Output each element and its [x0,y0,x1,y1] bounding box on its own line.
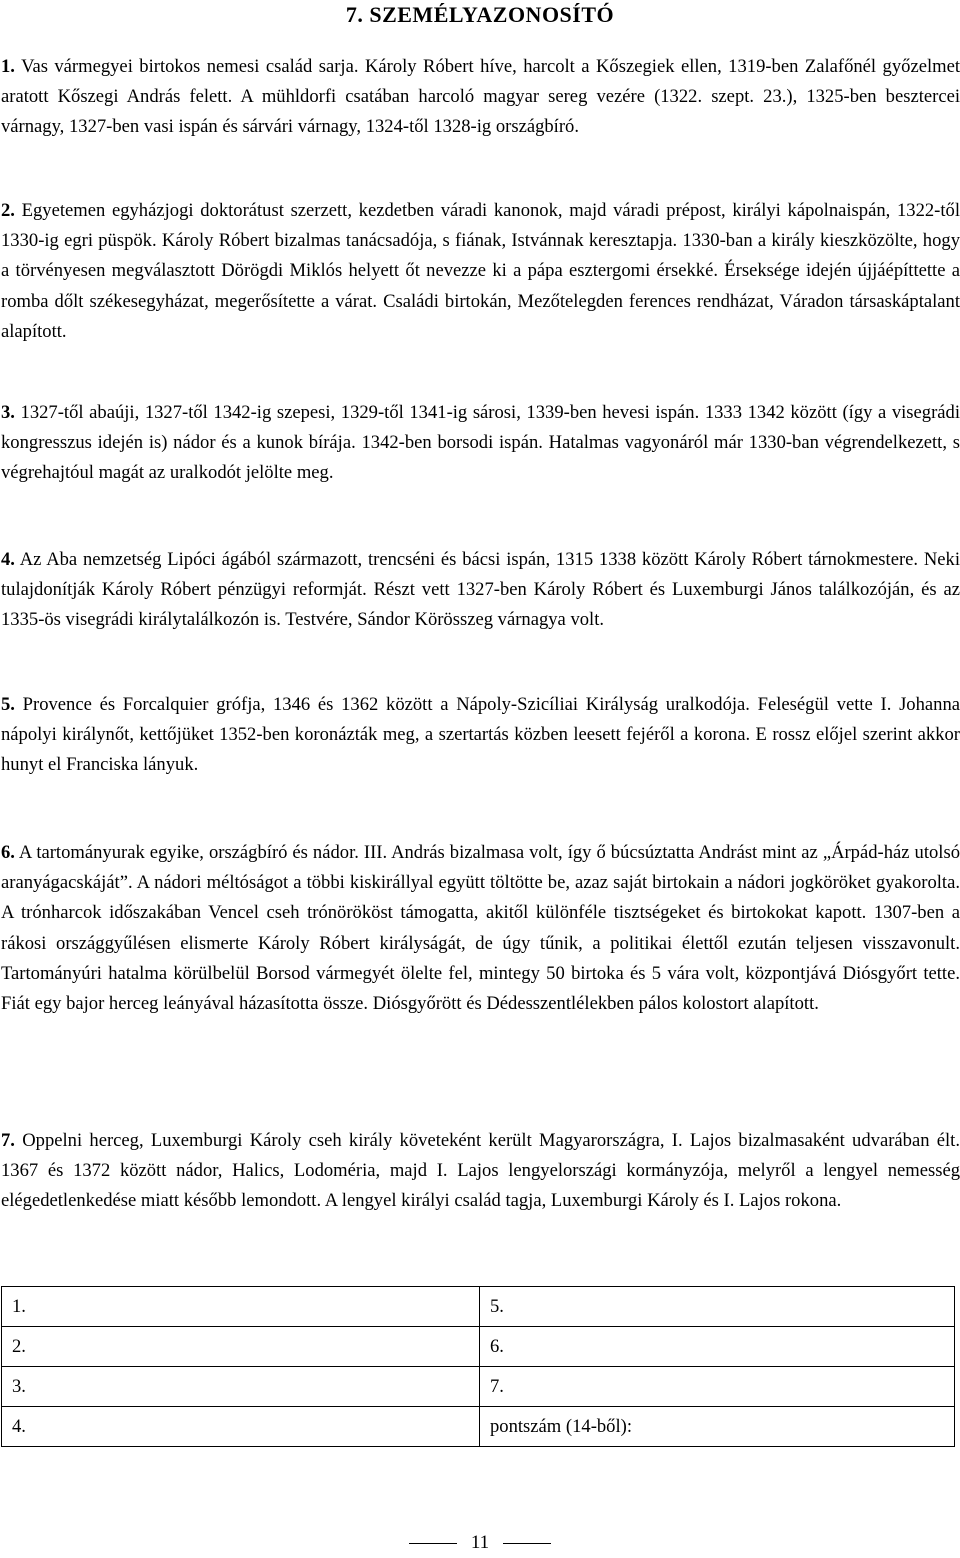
paragraph-4 [1,545,960,636]
table-row [2,1367,955,1407]
paragraph-text: Oppelni herceg, Luxemburgi Károly cseh király követeként került Magyarországra, I. Lajos bizalmasaként udvarában élt. 1367 és 1372 között nádor, Halics, Lodoméria, majd I. Lajos lengyelországi kormányzója, melyről a lengyel nemesség elégedetlenkedése miatt később lemondott. A lengyel királyi család tagja, Luxemburgi Károly és I. Lajos rokona. [1,1130,960,1212]
paragraph-text: Vas vármegyei birtokos nemesi család sarja. Károly Róbert híve, harcolt a Kőszegiek ellen, 1319-ben Zalafőnél győzelmet aratott Kőszegi András felett. A mühldorfi csatában harcoló magyar sereg vezére (1322. szept. 23.), 1325-ben besztercei várnagy, 1327-ben vasi ispán és sárvári várnagy, 1324-től 1328-ig országbíró. [1,56,960,138]
paragraph-1 [1,52,960,143]
paragraph-text: 1327-től abaúji, 1327-től 1342-ig szepesi, 1329-től 1341-ig sárosi, 1339-ben hevesi ispán. 1333 1342 között (így a visegrádi kongresszus idején is) nádor és a kunok bírája. 1342-ben borsodi ispán. Hatalmas vagyonáról már 1330-ban végrendelkezett, s végrehajtóul magát az uralkodót jelölte meg. [1,402,960,484]
answer-table [1,1286,955,1447]
paragraph-number: 2. [1,200,15,221]
answer-cell[interactable]: 4. [2,1407,480,1447]
table-row [2,1407,955,1447]
answer-cell[interactable]: 5. [480,1287,955,1327]
paragraph-number: 6. [1,842,15,863]
paragraph-text: A tartományurak egyike, országbíró és nádor. III. András bizalmasa volt, így ő búcsúztatta Andrást mint az „Árpád-ház utolsó aranyágacskáját”. A nádori méltóságot a többi kiskirállyal együtt töltötte be, azaz saját birtokain a nádori jogköröket gyakorolta. A trónharcok időszakában Vencel cseh trónörököst támogatta, akitől különféle tisztségeket és birtokokat kapott. 1307-ben a rákosi országgyűlésen elismerte Károly Róbert királyságát, de úgy tűnik, a politikai élettől ezután teljesen visszavonult. Tartományúri hatalma körülbelül Borsod vármegyét ölelte fel, mintegy 50 birtoka és 5 vára volt, központjává Diósgyőrt tette. Fiát egy bajor herceg leányával házasította össze. Diósgyőrött és Dédesszentlélekben pálos kolostort alapított. [1,842,960,1015]
paragraph-number: 4. [1,549,15,570]
answer-cell[interactable]: 7. [480,1367,955,1407]
footer-dash-right [503,1543,551,1544]
paragraph-number: 5. [1,694,15,715]
paragraph-text: Egyetemen egyházjogi doktorátust szerzett, kezdetben váradi kanonok, majd váradi prépost, királyi kápolnaispán, 1322-től 1330-ig egri püspök. Károly Róbert bizalmas tanácsadója, s fiának, Istvánnak keresztapja. 1330-ban a király kieszközölte, hogy a törvényesen megválasztott Dörögdi Miklós helyett őt nevezze ki a pápa esztergomi érsekké. Érseksége idején újjáépíttette a romba dőlt székesegyházat, megerősítette a várat. Családi birtokán, Mezőtelegden ferences rendházat, Váradon társaskáptalant alapított. [1,200,960,342]
page-footer [0,1532,960,1554]
paragraph-text: Provence és Forcalquier grófja, 1346 és 1362 között a Nápoly-Szicíliai Királyság uralkodója. Feleségül vette I. Johanna nápolyi királynőt, kettőjüket 1352-ben koronázták meg, a szertartás közben leesett fejéről a korona. E rossz előjel szerint akkor hunyt el Franciska lányuk. [1,694,960,776]
answer-cell[interactable]: 1. [2,1287,480,1327]
paragraph-number: 1. [1,56,15,77]
paragraph-6 [1,838,960,1019]
footer-dash-left [409,1543,457,1544]
paragraph-5 [1,690,960,781]
paragraph-2 [1,196,960,347]
table-row [2,1327,955,1367]
page-title: 7. SZEMÉLYAZONOSÍTÓ [345,2,615,27]
table-row [2,1287,955,1327]
answer-cell[interactable]: 2. [2,1327,480,1367]
paragraph-3 [1,398,960,489]
paragraph-text: Az Aba nemzetség Lipóci ágából származott, trencséni és bácsi ispán, 1315 1338 között Károly Róbert tárnokmestere. Neki tulajdonítják Károly Róbert pénzügyi reformját. Részt vett 1327-ben Károly Róbert és Luxemburgi János találkozóján, és az 1335-ös visegrádi királytalálkozón is. Testvére, Sándor Körösszeg várnagya volt. [1,549,960,631]
paragraph-number: 3. [1,402,15,423]
score-cell[interactable]: pontszám (14-ből): [480,1407,955,1447]
paragraph-7 [1,1126,960,1217]
answer-cell[interactable]: 3. [2,1367,480,1407]
answer-cell[interactable]: 6. [480,1327,955,1367]
paragraph-number: 7. [1,1130,15,1151]
page-number: 11 [470,1532,490,1553]
